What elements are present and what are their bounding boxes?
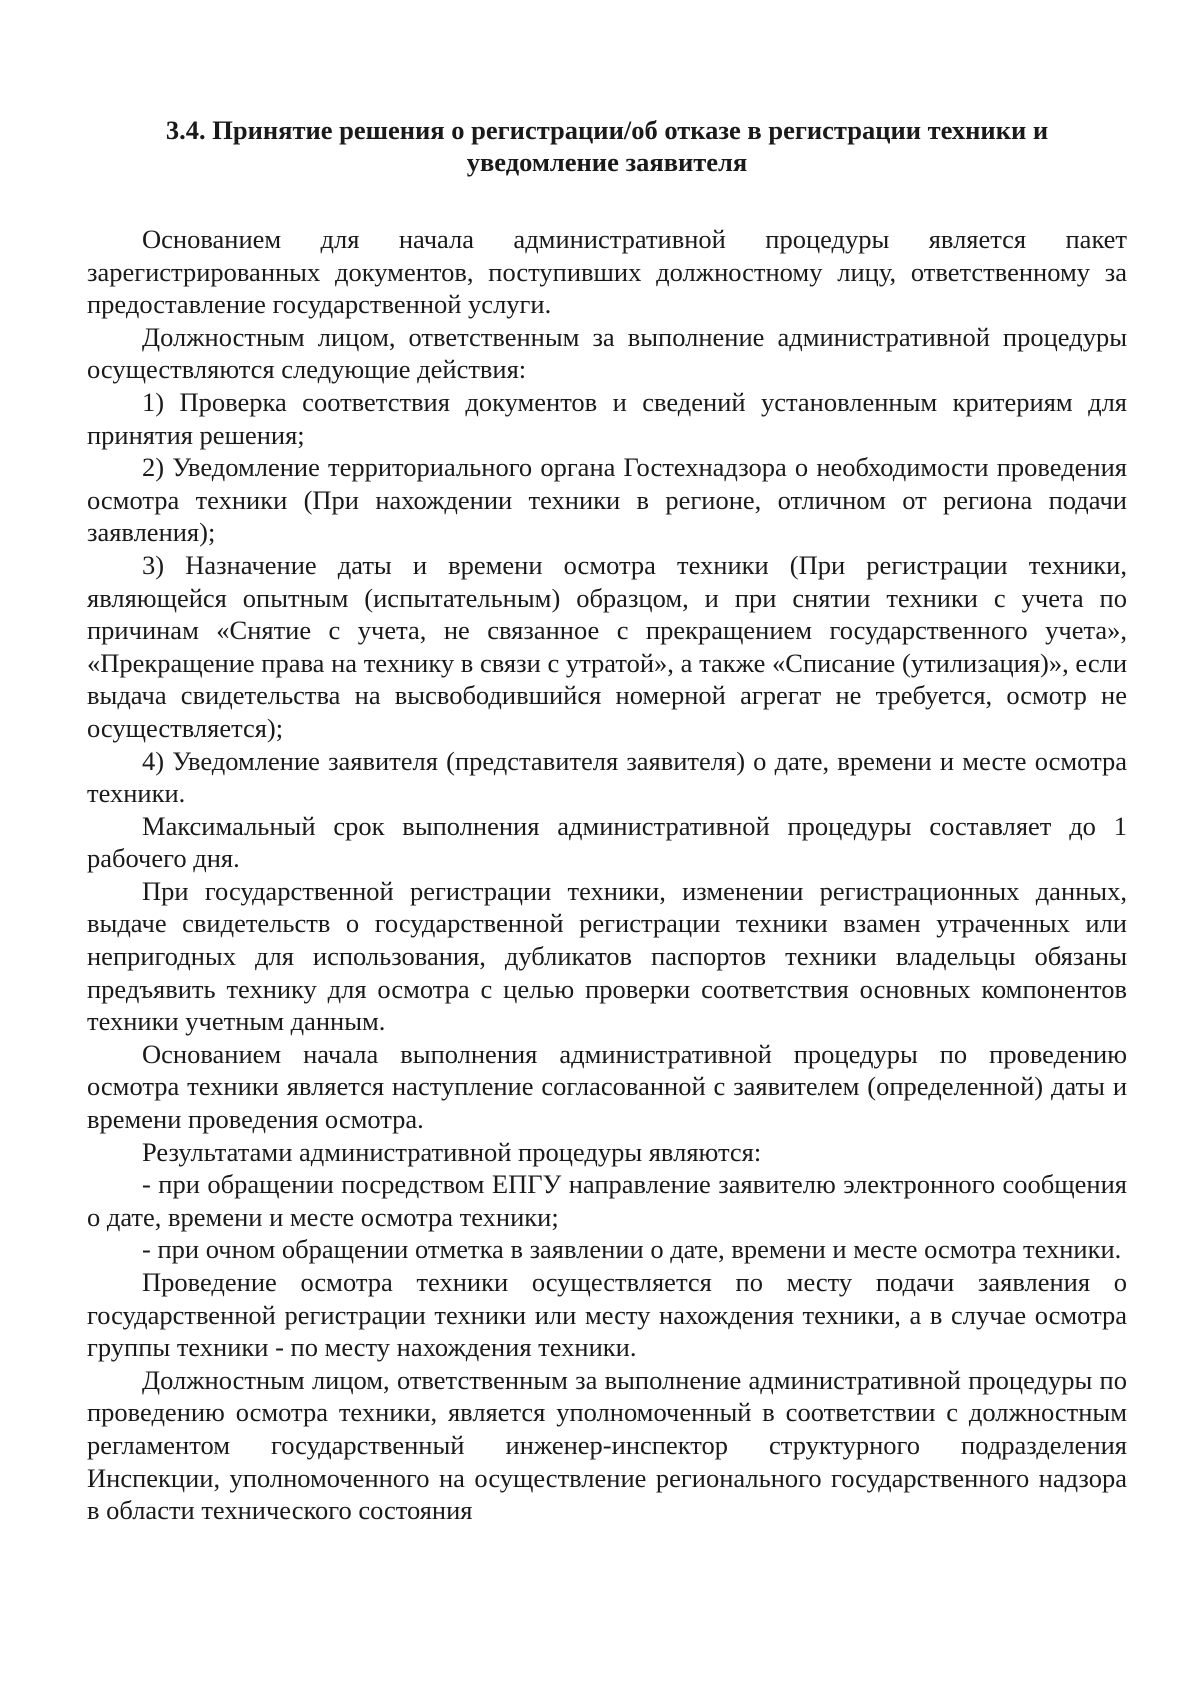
paragraph-actions-intro: Должностным лицом, ответственным за выполнение административной процедуры осуществляются следующие действия:: [87, 321, 1127, 385]
paragraph-inspection-place: Проведение осмотра техники осуществляется по месту подачи заявления о государственной регистрации техники или месту нахождения техники, а в случае осмотра группы техники - по месту нахождения техники.: [87, 1267, 1127, 1363]
paragraph-result-in-person: - при очном обращении отметка в заявлении о дате, времени и месте осмотра техники.: [142, 1234, 1122, 1265]
section-body: [87, 223, 1127, 1527]
section-heading: [87, 114, 1127, 178]
paragraph-action-3: 3) Назначение даты и времени осмотра техники (При регистрации техники, являющейся опытным (испытательным) образцом, и при снятии техники с учета по причинам «Снятие с учета, не связанное с прекращением государственного учета», «Прекращение права на технику в связи с утратой», а также «Списание (утилизация)», если выдача свидетельства на высвободившийся номерной агрегат не требуется, осмотр не осуществляется);: [87, 549, 1127, 743]
paragraph-results-intro: Результатами административной процедуры являются:: [142, 1136, 762, 1167]
document-page: [87, 114, 1127, 1527]
section-heading-line-1: 3.4. Принятие решения о регистрации/об отказе в регистрации техники и: [165, 115, 1049, 145]
section-heading-line-2: уведомление заявителя: [466, 147, 748, 177]
paragraph-action-4: 4) Уведомление заявителя (представителя заявителя) о дате, времени и месте осмотра техники.: [87, 745, 1127, 809]
paragraph-registration-inspection: При государственной регистрации техники, изменении регистрационных данных, выдаче свидетельств о государственной регистрации техники взамен утраченных или непригодных для использования, дубликатов паспортов техники владельцы обязаны предъявить технику для осмотра с целью проверки соответствия основных компонентов техники учетным данным.: [87, 875, 1127, 1037]
paragraph-result-epgu: - при обращении посредством ЕПГУ направление заявителю электронного сообщения о дате, времени и месте осмотра техники;: [87, 1169, 1127, 1232]
paragraph-basis: Основанием для начала административной процедуры является пакет зарегистрированных документов, поступивших должностному лицу, ответственному за предоставление государственной услуги.: [87, 224, 1127, 320]
paragraph-action-1: 1) Проверка соответствия документов и сведений установленным критериям для принятия решения;: [87, 386, 1127, 450]
paragraph-inspection-basis: Основанием начала выполнения административной процедуры по проведению осмотра техники является наступление согласованной с заявителем (определенной) даты и времени проведения осмотра.: [87, 1038, 1127, 1135]
paragraph-responsible-official: Должностным лицом, ответственным за выполнение административной процедуры по проведению осмотра техники, является уполномоченный в соответствии с должностным регламентом государственный инженер-инспектор структурного подразделения Инспекции, уполномоченного на осуществление регионального государственного надзора в области технического состояния: [87, 1364, 1127, 1526]
paragraph-max-term: Максимальный срок выполнения административной процедуры составляет до 1 рабочего дня.: [87, 810, 1127, 874]
paragraph-action-2: 2) Уведомление территориального органа Гостехнадзора о необходимости проведения осмотра техники (При нахождении техники в регионе, отличном от региона подачи заявления);: [87, 452, 1127, 548]
